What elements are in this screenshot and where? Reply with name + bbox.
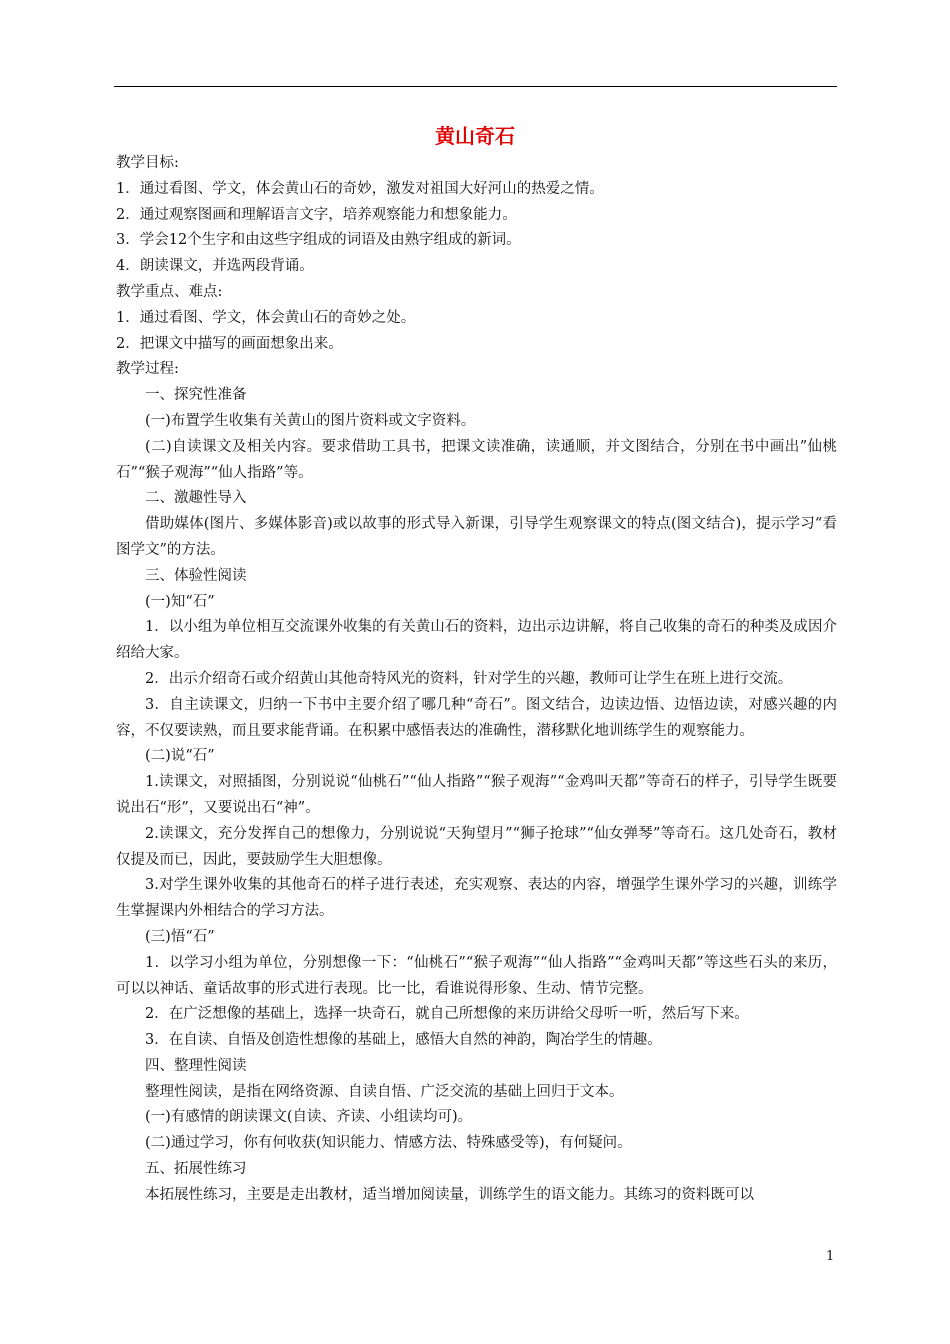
paragraph: 本拓展性练习，主要是走出教材，适当增加阅读量，训练学生的语文能力。其练习的资料既可以: [145, 1186, 754, 1203]
paragraph: (三)悟“石”: [145, 928, 215, 945]
paragraph: 3．在自读、自悟及创造性想像的基础上，感悟大自然的神韵，陶冶学生的情趣。: [145, 1032, 662, 1049]
paragraph: 整理性阅读，是指在网络资源、自读自悟、广泛交流的基础上回归于文本。: [145, 1083, 624, 1100]
paragraph: 教学过程:: [116, 361, 179, 378]
paragraph: 3．学会12个生字和由这些字组成的词语及由熟字组成的新词。: [116, 232, 521, 249]
paragraph: 3．自主读课文，归纳一下书中主要介绍了哪几种“奇石”。图文结合，边读边悟、边悟边读，对感兴趣的内容，不仅要读熟，而且要求能背诵。在积累中感悟表达的准确性，潜移默化地训练学生的观察能力。: [116, 696, 837, 739]
paragraph: 教学目标:: [116, 155, 179, 171]
paragraph: 4．朗读课文，并选两段背诵。: [116, 258, 314, 275]
paragraph: 1.读课文，对照插图，分别说说“仙桃石”“仙人指路”“猴子观海”“金鸡叫天都”等奇石的样子，引导学生既要说出石“形”，又要说出石“神”。: [116, 774, 837, 816]
paragraph: 2．出示介绍奇石或介绍黄山其他奇特风光的资料，针对学生的兴趣，教师可让学生在班上进行交流。: [145, 670, 793, 687]
paragraph: (一)布置学生收集有关黄山的图片资料或文字资料。: [145, 412, 476, 429]
document-title: 黄山奇石: [435, 124, 515, 148]
paragraph: 三、体验性阅读: [145, 567, 247, 584]
document-body: [116, 151, 837, 1209]
paragraph: 2．在广泛想像的基础上，选择一块奇石，就自己所想像的来历讲给父母听一听，然后写下来。: [145, 1006, 749, 1023]
paragraph: (一)有感情的朗读课文(自读、齐读、小组读均可)。: [145, 1109, 473, 1126]
paragraph: 1．通过看图、学文，体会黄山石的奇妙之处。: [116, 309, 416, 326]
paragraph: 教学重点、难点:: [116, 283, 223, 300]
paragraph: (二)自读课文及相关内容。要求借助工具书，把课文读准确，读通顺，并文图结合，分别在书中画出”仙桃石”“猴子观海”“仙人指路”等。: [116, 438, 837, 481]
paragraph: 2.读课文，充分发挥自己的想像力，分别说说“天狗望月”“狮子抢球”“仙女弹琴”等奇石。这几处奇石，教材仅提及而已，因此，要鼓励学生大胆想像。: [116, 825, 837, 868]
paragraph: 一、探究性准备: [145, 387, 247, 404]
paragraph: 2．把课文中描写的画面想象出来。: [116, 335, 343, 352]
header-rule: [114, 86, 837, 87]
paragraph: 1．以学习小组为单位，分别想像一下：“仙桃石”“猴子观海”“仙人指路”“金鸡叫天都”等这些石头的来历，可以以神话、童话故事的形式进行表现。比一比，看谁说得形象、生动、情节完整。: [116, 954, 837, 997]
paragraph: 1．通过看图、学文，体会黄山石的奇妙，激发对祖国大好河山的热爱之情。: [116, 180, 604, 197]
paragraph: 2．通过观察图画和理解语言文字，培养观察能力和想象能力。: [116, 206, 517, 223]
paragraph: 五、拓展性练习: [145, 1161, 247, 1178]
page-number: 1: [826, 1249, 835, 1264]
paragraph: (一)知“石”: [145, 593, 215, 610]
paragraph: 借助媒体(图片、多媒体影音)或以故事的形式导入新课，引导学生观察课文的特点(图文结合)，提示学习“看图学文”的方法。: [116, 516, 837, 558]
paragraph: (二)通过学习，你有何收获(知识能力、情感方法、特殊感受等)，有何疑问。: [145, 1135, 632, 1152]
paragraph: 四、整理性阅读: [145, 1057, 247, 1074]
paragraph: 二、激趣性导入: [145, 490, 247, 507]
paragraph: (二)说“石”: [145, 748, 215, 765]
paragraph: 1．以小组为单位相互交流课外收集的有关黄山石的资料，边出示边讲解，将自己收集的奇石的种类及成因介绍给大家。: [116, 619, 837, 662]
paragraph: 3.对学生课外收集的其他奇石的样子进行表述，充实观察、表达的内容，增强学生课外学习的兴趣，训练学生掌握课内外相结合的学习方法。: [116, 877, 837, 920]
